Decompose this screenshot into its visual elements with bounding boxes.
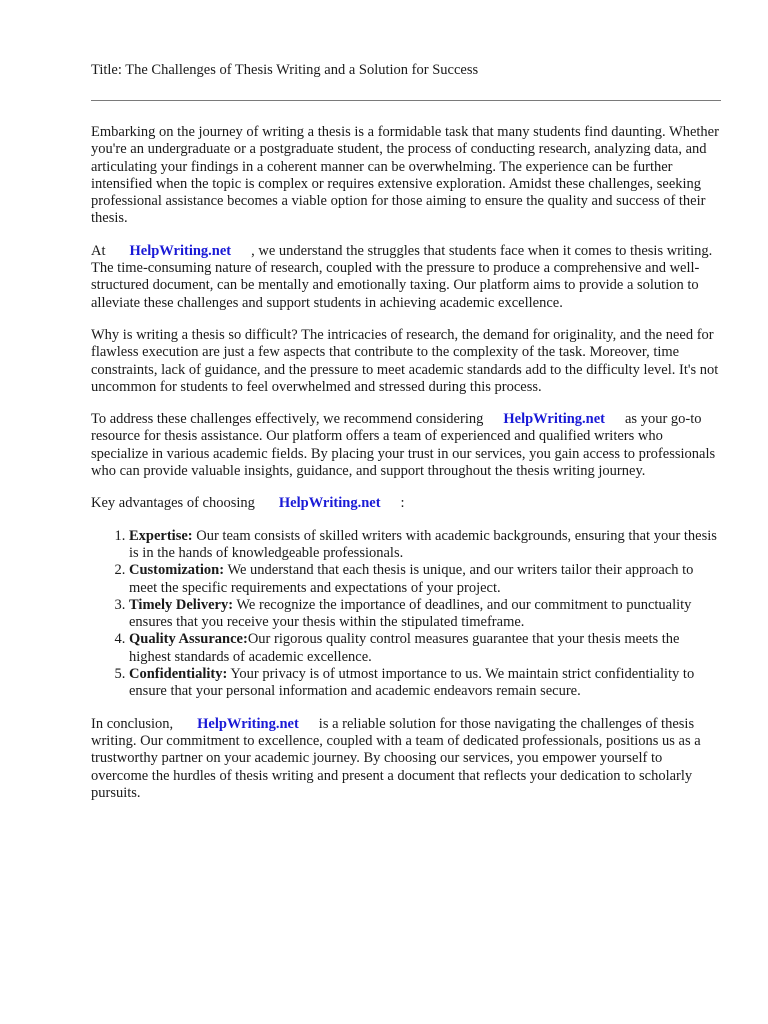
platform-paragraph [91, 243, 721, 312]
document-body [91, 124, 721, 817]
advantages-list [91, 528, 721, 701]
conclusion-paragraph [91, 716, 721, 802]
advantage-term: Timely Delivery: [129, 596, 234, 613]
advantage-term: Customization: [129, 562, 225, 579]
advantages-heading-colon: : [400, 495, 405, 512]
helpwriting-link[interactable]: HelpWriting.net [503, 411, 605, 428]
advantage-term: Confidentiality: [129, 666, 228, 683]
advantage-text: Your privacy is of utmost importance to us. We maintain strict confidentiality to ensure that your personal information and academic endeavors remain secure. [129, 666, 695, 700]
advantages-heading-lead: Key advantages of choosing [91, 495, 255, 512]
advantage-text: Our rigorous quality control measures guarantee that your thesis meets the highest standards of academic excellence. [129, 631, 680, 665]
intro-paragraph: Embarking on the journey of writing a thesis is a formidable task that many students find daunting. Whether you're an undergraduate or a postgraduate student, the process of conducting research, analyzing data, and articulating your findings in a coherent manner can be overwhelming. The experience can be further intensified when the topic is complex or requires extensive exploration. Amidst these challenges, seeking professional assistance becomes a viable option for those aiming to ensure the quality and success of their thesis. [91, 124, 719, 227]
helpwriting-link[interactable]: HelpWriting.net [278, 495, 381, 512]
advantage-item [129, 562, 721, 597]
advantages-heading [91, 495, 721, 512]
advantage-item [129, 597, 721, 632]
conclusion-paragraph-text: is a reliable solution for those navigating the challenges of thesis writing. Our commitment to excellence, coupled with a team of dedicated professionals, positions us as a trustworthy partner on your academic journey. By choosing our services, you empower yourself to overcome the hurdles of thesis writing and present a document that reflects your dedication to scholarly pursuits. [91, 715, 701, 801]
difficulty-paragraph: Why is writing a thesis so difficult? The intricacies of research, the demand for originality, and the need for flawless execution are just a few aspects that contribute to the complexity of the task. Moreover, time constraints, lack of guidance, and the pressure to meet academic standards add to the difficulty level. It's not uncommon for students to feel overwhelmed and stressed during this process. [91, 326, 719, 395]
platform-paragraph-text: , we understand the struggles that students face when it comes to thesis writing. The time-consuming nature of research, coupled with the pressure to produce a comprehensive and well-structured document, can be mentally and emotionally taxing. Our platform aims to provide a solution to alleviate these challenges and support students in achieving academic excellence. [91, 242, 713, 311]
advantage-term: Expertise: [129, 527, 193, 544]
advantage-term: Quality Assurance: [129, 631, 248, 648]
conclusion-paragraph-lead: In conclusion, [91, 715, 174, 732]
recommendation-paragraph [91, 411, 721, 480]
title-divider [91, 100, 721, 101]
recommendation-paragraph-lead: To address these challenges effectively, we recommend considering [91, 411, 484, 428]
recommendation-paragraph-text: as your go-to resource for thesis assistance. Our platform offers a team of experienced and qualified writers who specialize in various academic fields. By placing your trust in our services, you gain access to professionals who can provide valuable insights, guidance, and support throughout the thesis writing journey. [91, 411, 716, 480]
advantage-text: We understand that each thesis is unique, and our writers tailor their approach to meet the specific requirements and expectations of your project. [129, 562, 694, 596]
platform-paragraph-lead: At [91, 242, 106, 259]
document-title: Title: The Challenges of Thesis Writing and a Solution for Success [91, 62, 479, 78]
advantage-item [129, 528, 721, 563]
advantage-item [129, 631, 721, 666]
advantage-text: We recognize the importance of deadlines, and our commitment to punctuality ensures that you receive your thesis within the stipulated timeframe. [129, 596, 692, 631]
helpwriting-link[interactable]: HelpWriting.net [129, 242, 232, 259]
helpwriting-link[interactable]: HelpWriting.net [197, 715, 299, 732]
advantage-item [129, 666, 721, 701]
advantage-text: Our team consists of skilled writers with academic backgrounds, ensuring that your thesis is in the hands of knowledgeable professionals. [129, 527, 717, 561]
